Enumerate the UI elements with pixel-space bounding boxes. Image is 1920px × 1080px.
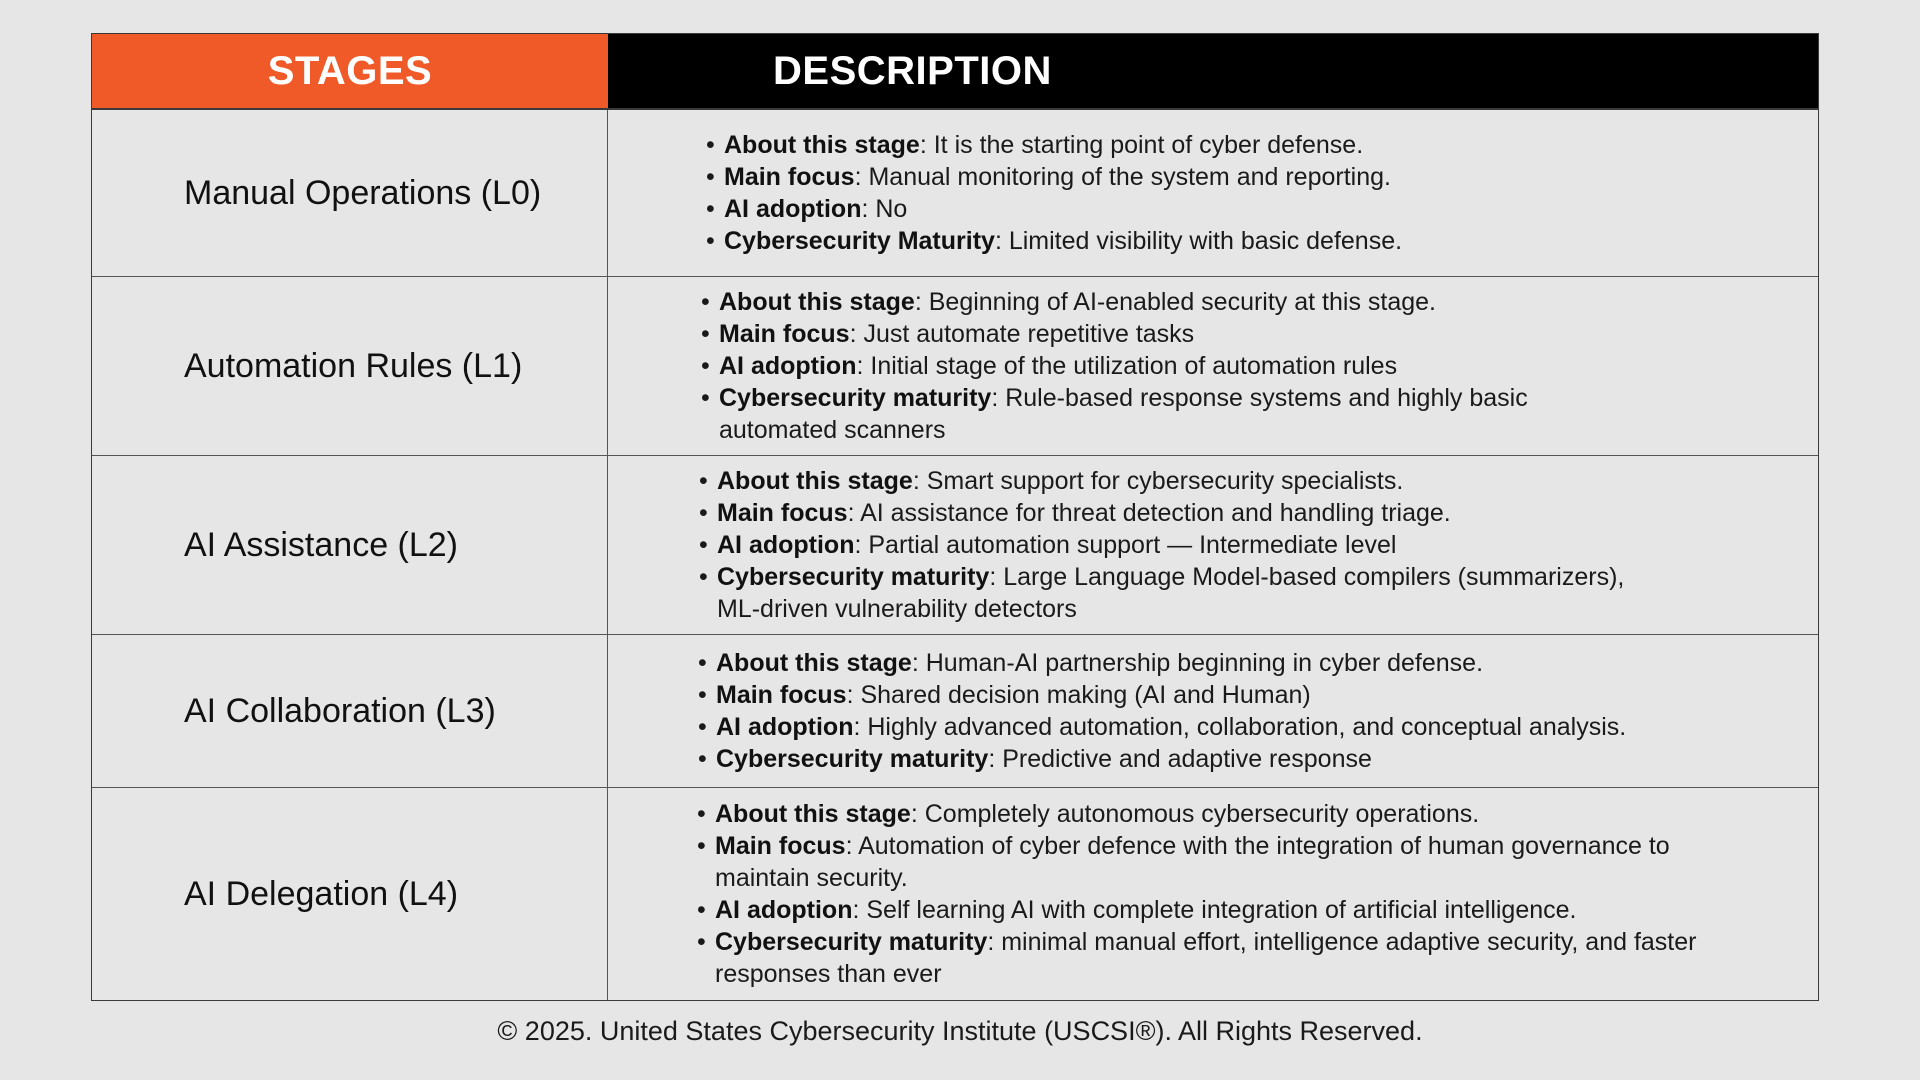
item-text: : minimal manual effort, intelligence adaptive security, and faster responses than ever: [715, 928, 1697, 988]
list-item: • Cybersecurity maturity: Large Language Model-based compilers (summarizers), ML-driven vulnerability detectors: [699, 563, 1625, 623]
list-item: • Main focus: Just automate repetitive tasks: [701, 320, 1195, 348]
list-item: • Main focus: Manual monitoring of the system and reporting.: [706, 163, 1391, 191]
item-text: : Automation of cyber defence with the integration of human governance to maintain security.: [715, 832, 1670, 892]
item-label: Main focus: [719, 320, 850, 348]
list-item: • AI adoption: No: [706, 195, 908, 223]
list-item: • Main focus: Shared decision making (AI and Human): [698, 681, 1311, 709]
list-item: • About this stage: Completely autonomous cybersecurity operations.: [697, 800, 1480, 828]
bullet-list: [698, 647, 1626, 775]
item-text: : Manual monitoring of the system and reporting.: [854, 163, 1391, 191]
item-text: : Partial automation support — Intermediate level: [854, 531, 1397, 559]
list-item: • Main focus: AI assistance for threat detection and handling triage.: [699, 499, 1451, 527]
item-label: About this stage: [717, 467, 913, 495]
item-text: : Self learning AI with complete integration of artificial intelligence.: [852, 896, 1577, 924]
bullet-list: [697, 798, 1727, 990]
item-text: : AI assistance for threat detection and handling triage.: [847, 499, 1451, 527]
list-item: • Cybersecurity maturity: Rule-based response systems and highly basic automated scanners: [701, 384, 1528, 444]
item-text: : It is the starting point of cyber defense.: [919, 131, 1364, 159]
item-label: About this stage: [715, 800, 911, 828]
item-text: : Just automate repetitive tasks: [849, 320, 1195, 348]
list-item: • Cybersecurity Maturity: Limited visibility with basic defense.: [706, 227, 1403, 255]
list-item: • About this stage: Smart support for cybersecurity specialists.: [699, 467, 1404, 495]
table-row: [92, 635, 1818, 788]
list-item: • AI adoption: Partial automation support — Intermediate level: [699, 531, 1397, 559]
list-item: • AI adoption: Initial stage of the utilization of automation rules: [701, 352, 1398, 380]
stage-name: AI Delegation (L4): [92, 788, 608, 1000]
table-row: [92, 110, 1818, 277]
table-row: [92, 456, 1818, 635]
item-text: : Completely autonomous cybersecurity operations.: [910, 800, 1480, 828]
list-item: • About this stage: Human-AI partnership beginning in cyber defense.: [698, 649, 1484, 677]
item-text: : Smart support for cybersecurity specialists.: [912, 467, 1404, 495]
item-label: Cybersecurity Maturity: [724, 227, 995, 255]
stage-name: Automation Rules (L1): [92, 277, 608, 455]
stage-description: [608, 110, 1818, 276]
item-label: Main focus: [717, 499, 848, 527]
item-text: : Human-AI partnership beginning in cyber defense.: [911, 649, 1484, 677]
item-label: Cybersecurity maturity: [716, 745, 989, 773]
item-text: : Limited visibility with basic defense.: [994, 227, 1403, 255]
item-text: : Beginning of AI-enabled security at this stage.: [914, 288, 1436, 316]
item-text: : Rule-based response systems and highly basic automated scanners: [719, 384, 1528, 444]
item-text: : Highly advanced automation, collaboration, and conceptual analysis.: [853, 713, 1627, 741]
item-label: AI adoption: [724, 195, 862, 223]
stages-table: [91, 33, 1819, 1001]
item-label: Cybersecurity maturity: [719, 384, 992, 412]
table-row: [92, 277, 1818, 456]
list-item: • About this stage: Beginning of AI-enabled security at this stage.: [701, 288, 1436, 316]
item-text: : Shared decision making (AI and Human): [846, 681, 1311, 709]
stage-name: AI Collaboration (L3): [92, 635, 608, 787]
list-item: • AI adoption: Self learning AI with complete integration of artificial intelligence.: [697, 896, 1577, 924]
list-item: • Main focus: Automation of cyber defence with the integration of human governance to maintain security.: [697, 832, 1670, 892]
item-label: Main focus: [716, 681, 847, 709]
list-item: • Cybersecurity maturity: minimal manual effort, intelligence adaptive security, and faster responses than ever: [697, 928, 1697, 988]
item-text: : Predictive and adaptive response: [988, 745, 1372, 773]
item-label: Main focus: [724, 163, 855, 191]
description-header: DESCRIPTION: [608, 34, 1818, 108]
item-label: About this stage: [724, 131, 920, 159]
list-item: • AI adoption: Highly advanced automation, collaboration, and conceptual analysis.: [698, 713, 1627, 741]
copyright-footer: © 2025. United States Cybersecurity Institute (USCSI®). All Rights Reserved.: [497, 1016, 1423, 1046]
stages-header: STAGES: [92, 34, 608, 108]
item-text: : Initial stage of the utilization of automation rules: [856, 352, 1398, 380]
bullet-list: [706, 129, 1402, 257]
list-item: • Cybersecurity maturity: Predictive and adaptive response: [698, 745, 1372, 773]
item-label: Cybersecurity maturity: [717, 563, 990, 591]
stage-name: AI Assistance (L2): [92, 456, 608, 634]
table-row: [92, 788, 1818, 1000]
stage-description: [608, 788, 1818, 1000]
stage-description: [608, 635, 1818, 787]
item-label: Cybersecurity maturity: [715, 928, 988, 956]
item-label: About this stage: [719, 288, 915, 316]
table-header: [92, 34, 1818, 110]
item-text: : No: [861, 195, 908, 223]
item-label: Main focus: [715, 832, 846, 860]
item-text: : Large Language Model-based compilers (summarizers), ML-driven vulnerability detectors: [717, 563, 1625, 623]
stage-description: [608, 456, 1818, 634]
item-label: AI adoption: [715, 896, 853, 924]
bullet-list: [701, 286, 1561, 446]
list-item: • About this stage: It is the starting point of cyber defense.: [706, 131, 1364, 159]
item-label: About this stage: [716, 649, 912, 677]
bullet-list: [699, 465, 1659, 625]
stage-name: Manual Operations (L0): [92, 110, 608, 276]
item-label: AI adoption: [719, 352, 857, 380]
item-label: AI adoption: [717, 531, 855, 559]
stage-description: [608, 277, 1818, 455]
item-label: AI adoption: [716, 713, 854, 741]
